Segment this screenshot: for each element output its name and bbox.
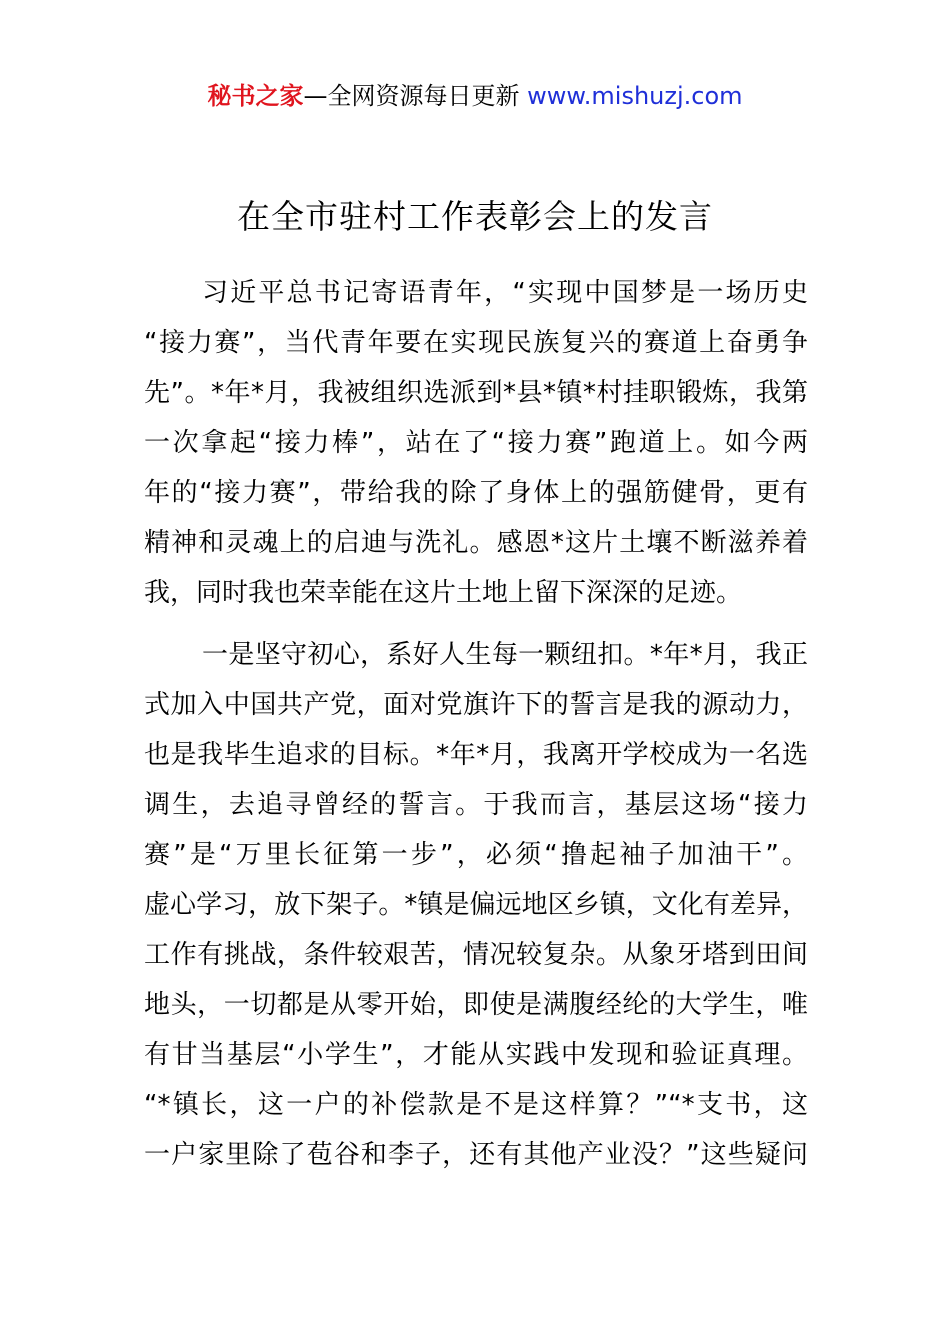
text-line: “*镇长，这一户的补偿款是不是这样算？”“*支书，这 [144,1090,808,1120]
text-line: 先”。*年*月，我被组织选派到*县*镇*村挂职锻炼，我第 [144,378,808,408]
site-brand: 秘书之家 [207,82,304,110]
site-url-link[interactable]: www.mishuzj.com [527,82,743,110]
text-line: 一次拿起“接力棒”，站在了“接力赛”跑道上。如今两 [144,428,808,458]
text-line: 一户家里除了苞谷和李子，还有其他产业没？”这些疑问 [144,1140,808,1170]
text-line: 工作有挑战，条件较艰苦，情况较复杂。从象牙塔到田间 [144,940,808,970]
text-line: 精神和灵魂上的启迪与洗礼。感恩*这片土壤不断滋养着 [144,528,808,558]
paragraph-2 [144,630,808,1180]
text-line: 虚心学习，放下架子。*镇是偏远地区乡镇，文化有差异， [144,890,808,920]
document-body [144,268,808,1180]
text-line: 我，同时我也荣幸能在这片土地上留下深深的足迹。 [144,578,743,608]
text-line: 一是坚守初心，系好人生每一颗纽扣。*年*月，我正 [202,640,808,670]
text-line: 地头，一切都是从零开始，即使是满腹经纶的大学生，唯 [144,990,808,1020]
text-line: 赛”是“万里长征第一步”，必须“撸起袖子加油干”。 [144,840,808,870]
text-line: 也是我毕生追求的目标。*年*月，我离开学校成为一名选 [144,740,808,770]
text-line: “接力赛”，当代青年要在实现民族复兴的赛道上奋勇争 [144,328,808,358]
site-header [0,78,950,114]
text-line: 调生，去追寻曾经的誓言。于我而言，基层这场“接力 [144,790,808,820]
text-line: 有甘当基层“小学生”，才能从实践中发现和验证真理。 [144,1040,808,1070]
text-line: 习近平总书记寄语青年，“实现中国梦是一场历史 [202,278,808,308]
document-title: 在全市驻村工作表彰会上的发言 [237,197,713,236]
paragraph-1 [144,268,808,618]
text-line: 式加入中国共产党，面对党旗许下的誓言是我的源动力， [144,690,808,720]
text-line: 年的“接力赛”，带给我的除了身体上的强筋健骨，更有 [144,478,808,508]
site-tagline: —全网资源每日更新 [303,82,528,110]
